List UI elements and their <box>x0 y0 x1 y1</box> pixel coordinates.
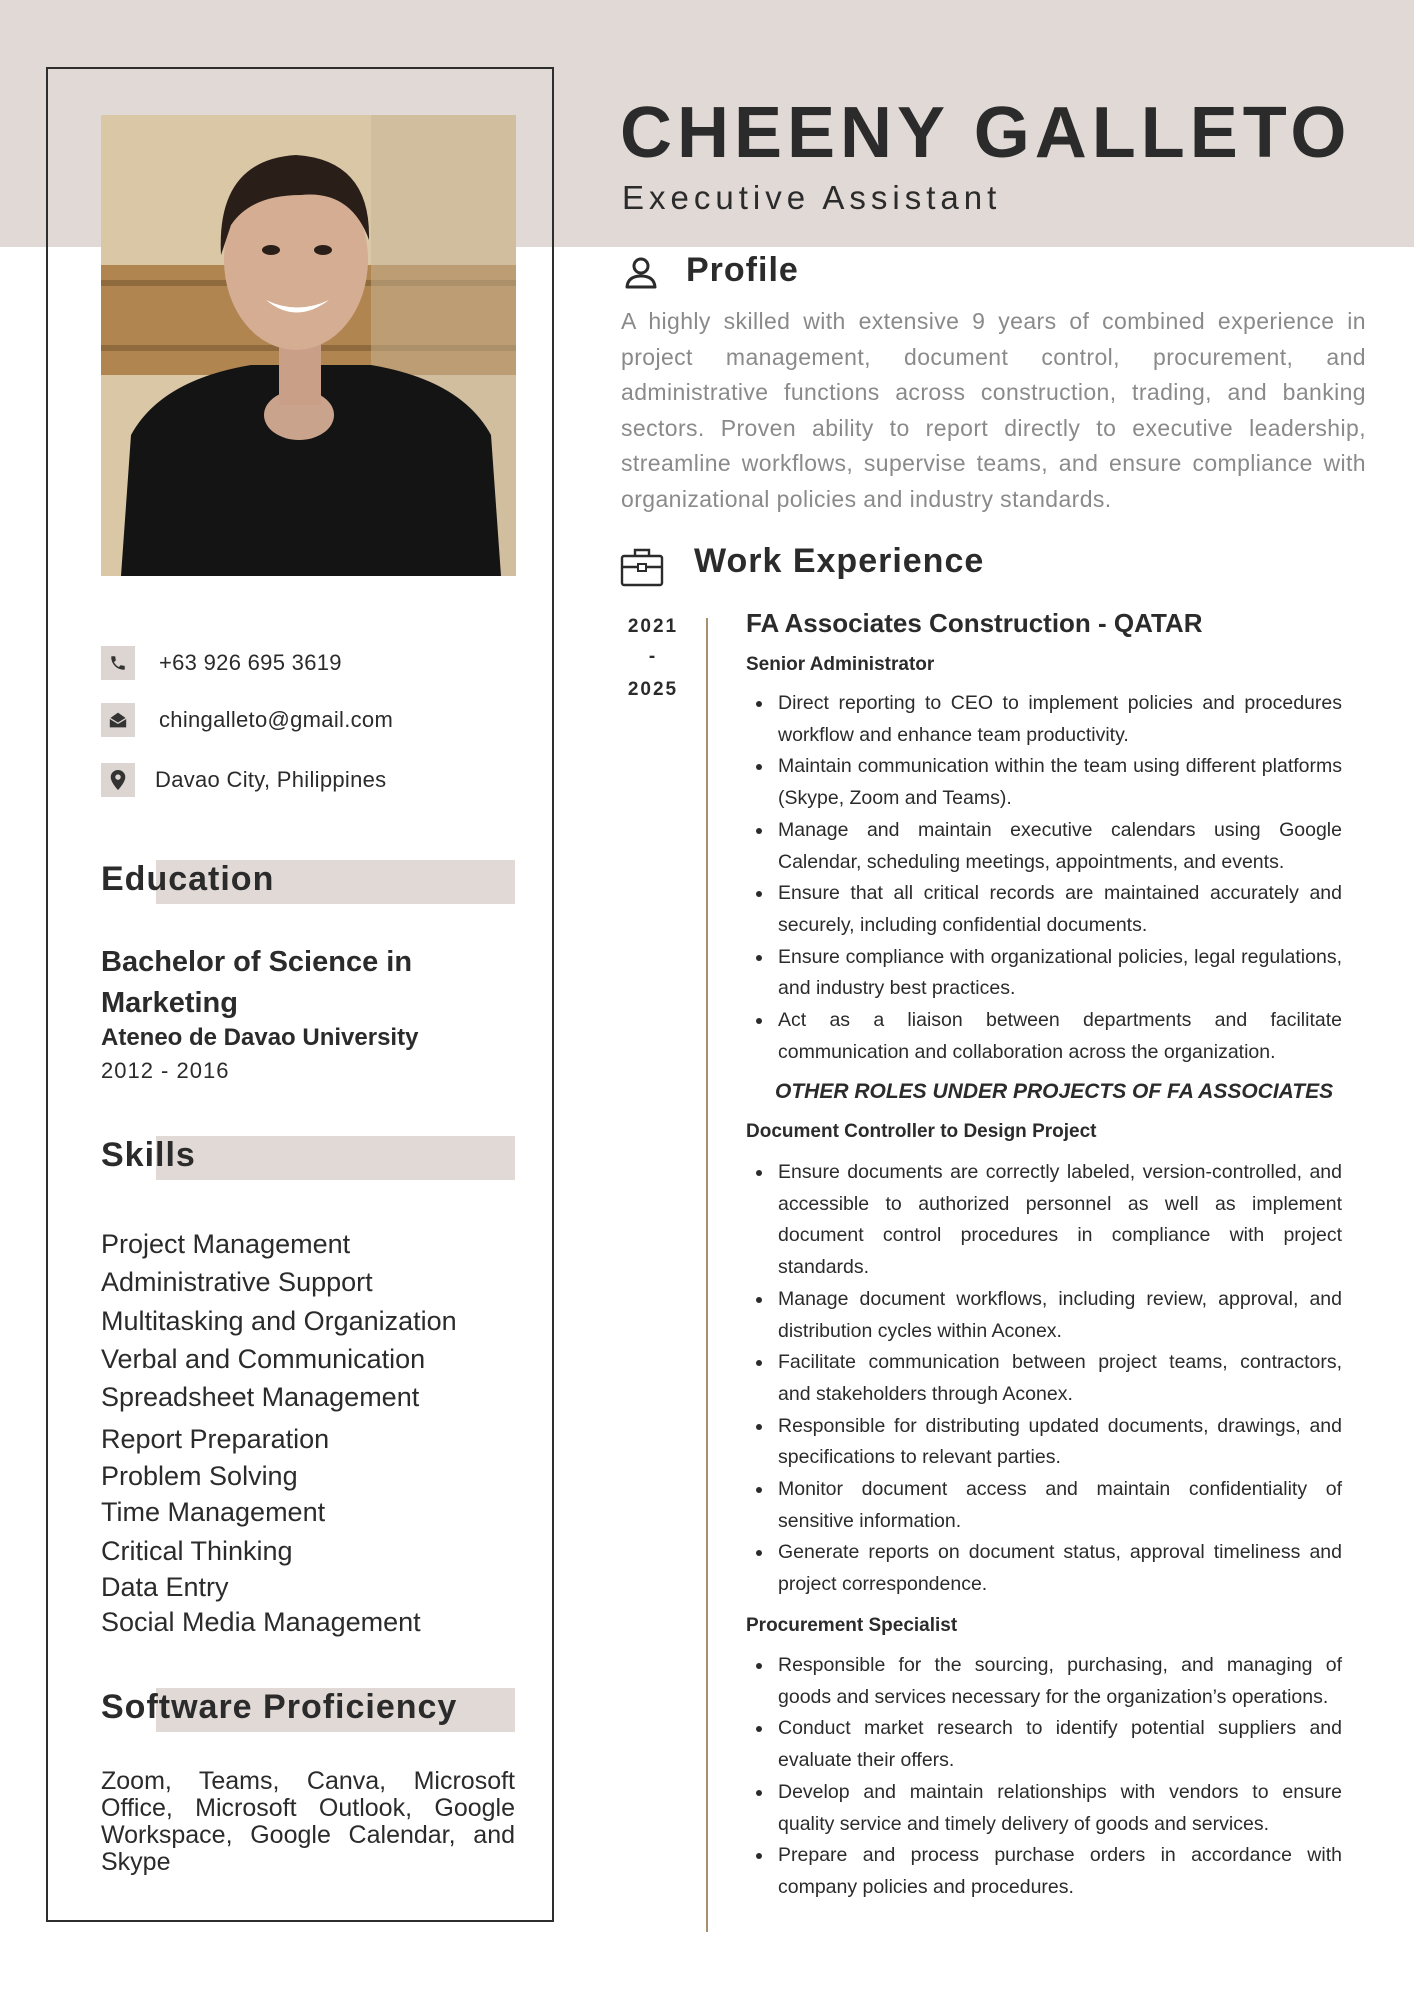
year-end: 2025 <box>627 679 679 700</box>
list-item: Responsible for the sourcing, purchasing, and managing of goods and services necessary for the organization’s operations. <box>778 1650 1342 1713</box>
software-list: Zoom, Teams, Canva, Microsoft Office, Microsoft Outlook, Google Workspace, Google Calendar, and Skype <box>101 1767 515 1876</box>
list-item: Prepare and process purchase orders in accordance with company policies and procedures. <box>778 1840 1342 1903</box>
location-text: Davao City, Philippines <box>155 767 387 792</box>
list-item: Generate reports on document status, approval timeliness and project correspondence. <box>778 1537 1342 1600</box>
list-item: Maintain communication within the team using different platforms (Skype, Zoom and Teams). <box>778 751 1342 814</box>
person-icon <box>624 256 658 295</box>
list-item: Responsible for distributing updated documents, drawings, and specifications to relevant parties. <box>778 1411 1342 1474</box>
map-pin-icon <box>101 763 135 797</box>
skills-band <box>156 1136 515 1180</box>
email-address[interactable]: chingalleto@gmail.com <box>159 707 394 732</box>
role-title-document-controller: Document Controller to Design Project <box>746 1121 1097 1142</box>
software-title: Software Proficiency <box>101 1688 458 1726</box>
role1-bullets <box>746 688 1342 1068</box>
company-name: FA Associates Construction - QATAR <box>746 608 1203 638</box>
skill-item: Data Entry <box>101 1572 229 1602</box>
skill-item: Time Management <box>101 1497 326 1527</box>
list-item: Ensure compliance with organizational policies, legal regulations, and industry best practices. <box>778 942 1342 1005</box>
education-years: 2012 - 2016 <box>101 1058 230 1083</box>
phone-number[interactable]: +63 926 695 3619 <box>159 650 342 675</box>
education-title: Education <box>101 860 275 898</box>
phone-icon <box>101 646 135 680</box>
contact-location-row <box>101 763 387 797</box>
year-separator: - <box>648 646 658 667</box>
other-roles-heading: OTHER ROLES UNDER PROJECTS OF FA ASSOCIATES <box>775 1080 1334 1103</box>
profile-title: Profile <box>686 251 799 289</box>
candidate-role: Executive Assistant <box>622 179 1002 216</box>
envelope-icon <box>101 703 135 737</box>
skill-item: Spreadsheet Management <box>101 1382 420 1412</box>
list-item: Manage document workflows, including review, approval, and distribution cycles within Aconex. <box>778 1284 1342 1347</box>
contact-email-row <box>101 703 393 737</box>
contact-phone-row <box>101 646 342 680</box>
list-item: Direct reporting to CEO to implement policies and procedures workflow and enhance team productivity. <box>778 688 1342 751</box>
timeline-line <box>706 618 708 1932</box>
skill-item: Report Preparation <box>101 1424 330 1454</box>
list-item: Ensure documents are correctly labeled, version-controlled, and accessible to authorized personnel as well as implement document control procedures in compliance with project standards. <box>778 1157 1342 1284</box>
list-item: Develop and maintain relationships with vendors to ensure quality service and timely delivery of goods and services. <box>778 1777 1342 1840</box>
profile-photo <box>101 115 516 576</box>
skill-item: Problem Solving <box>101 1461 298 1491</box>
list-item: Act as a liaison between departments and facilitate communication and collaboration across the organization. <box>778 1005 1342 1068</box>
education-degree: Bachelor of Science in Marketing <box>101 946 413 1019</box>
role-title-procurement: Procurement Specialist <box>746 1615 958 1636</box>
candidate-name: CHEENY GALLETO <box>620 93 1352 173</box>
role3-bullets <box>746 1650 1342 1904</box>
role-title-senior-admin: Senior Administrator <box>746 654 935 675</box>
skill-item: Project Management <box>101 1229 351 1259</box>
profile-summary: A highly skilled with extensive 9 years of combined experience in project management, document control, procurement, and administrative functions across construction, trading, and banking sectors. Proven ability to report directly to executive leadership, streamline workflows, supervise teams, and ensure compliance with organizational policies and industry standards. <box>621 308 1366 512</box>
year-start: 2021 <box>627 616 679 637</box>
list-item: Monitor document access and maintain confidentiality of sensitive information. <box>778 1474 1342 1537</box>
skill-item: Verbal and Communication <box>101 1344 426 1374</box>
education-school: Ateneo de Davao University <box>101 1024 419 1051</box>
role2-bullets <box>746 1157 1342 1601</box>
briefcase-icon <box>620 546 664 593</box>
skill-item: Social Media Management <box>101 1607 421 1637</box>
list-item: Ensure that all critical records are maintained accurately and securely, including confidential documents. <box>778 878 1342 941</box>
list-item: Conduct market research to identify potential suppliers and evaluate their offers. <box>778 1713 1342 1776</box>
skills-title: Skills <box>101 1136 196 1174</box>
skill-item: Administrative Support <box>101 1267 373 1297</box>
list-item: Facilitate communication between project teams, contractors, and stakeholders through Aconex. <box>778 1347 1342 1410</box>
skill-item: Critical Thinking <box>101 1536 293 1566</box>
work-title: Work Experience <box>694 542 985 580</box>
list-item: Manage and maintain executive calendars using Google Calendar, scheduling meetings, appointments, and events. <box>778 815 1342 878</box>
skill-item: Multitasking and Organization <box>101 1306 457 1336</box>
